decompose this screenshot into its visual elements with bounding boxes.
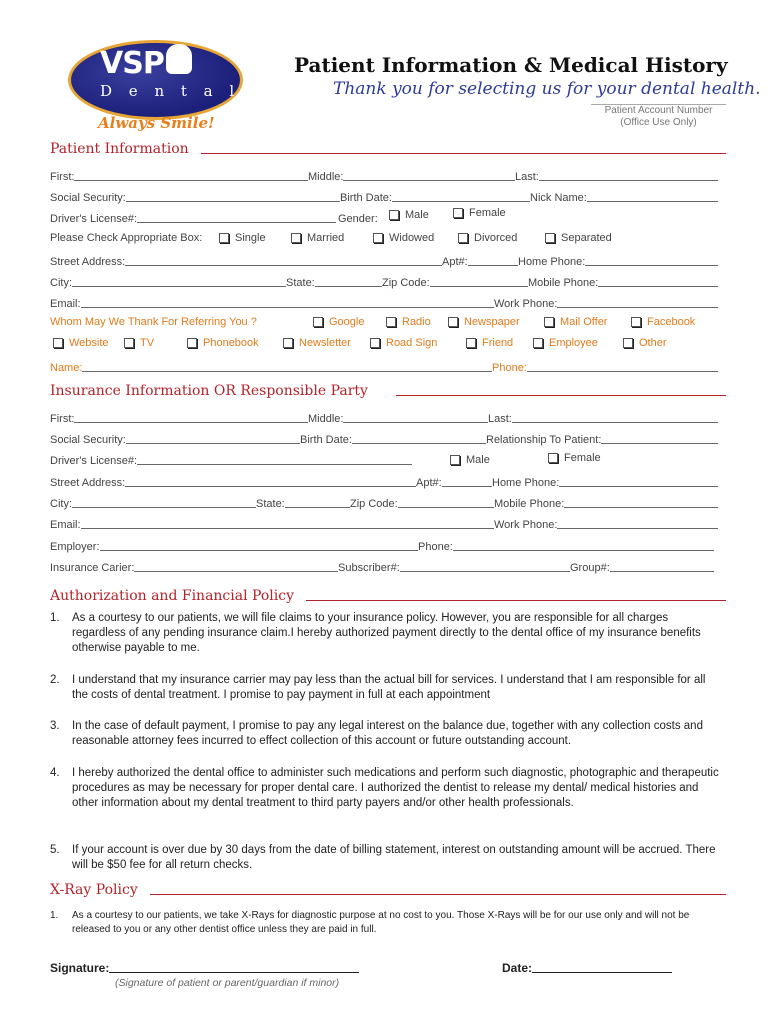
patient-section-heading	[50, 141, 726, 157]
insurance-address-row	[50, 473, 718, 489]
insurance-city-row	[50, 494, 718, 510]
last-name-field[interactable]: Last:	[515, 169, 718, 183]
patient-name-row	[50, 167, 718, 183]
ssn-field[interactable]: Social Security:	[50, 190, 340, 204]
policy-item: 4. I hereby authorized the dental office to administer such medications and perform such diagnostic, photographic and therapeutic procedures as may be necessary for proper dental care. I authorized the dentist to release my dental/ medical histories and other information about my dental treatment to third party payers and/or other health professionals.	[50, 767, 719, 809]
marital-married[interactable]: Married	[291, 232, 344, 244]
referral-google[interactable]: Google	[313, 316, 364, 328]
ins-middle-name-field[interactable]: Middle:	[308, 411, 488, 425]
section-rule	[201, 153, 726, 154]
subscriber-field[interactable]: Subscriber#:	[338, 560, 570, 574]
insurance-email-row	[50, 515, 718, 531]
section-rule	[306, 600, 726, 601]
referral-name-row	[50, 358, 718, 374]
insurance-license-row	[50, 451, 718, 467]
signature-field[interactable]	[50, 961, 359, 975]
birth-date-field[interactable]: Birth Date:	[340, 190, 530, 204]
tooth-icon	[166, 44, 192, 74]
ins-first-name-field[interactable]: First:	[50, 411, 308, 425]
first-name-field[interactable]: First:	[50, 169, 308, 183]
gender-female-option[interactable]: Female	[453, 207, 506, 219]
referral-tv[interactable]: TV	[124, 337, 154, 349]
account-label: Patient Account Number	[604, 105, 713, 116]
date-label: Date:	[502, 961, 533, 975]
employer-phone-field[interactable]: Phone:	[418, 539, 714, 553]
policy-item: 5. If your account is over due by 30 days from the date of billing statement, interest on outstanding amount will be accrued. There will be $50 fee for all return checks.	[50, 844, 716, 871]
logo-tagline: Always Smile!	[98, 114, 215, 132]
work-phone-field[interactable]: Work Phone:	[494, 296, 718, 310]
section-rule	[150, 894, 726, 895]
ins-drivers-license-field[interactable]: Driver's License#:	[50, 453, 412, 467]
referral-facebook[interactable]: Facebook	[631, 316, 695, 328]
policy-item: 1. As a courtesy to our patients, we will file claims to your insurance policy. However, you are responsible for all charges regardless of any pending insurance claim.I hereby authorized payment directly to the dental office of my insurance benefits otherwise payable to me.	[50, 612, 701, 654]
referrer-phone-field[interactable]: Phone:	[492, 360, 718, 374]
insurance-ssn-row	[50, 430, 718, 446]
city-field[interactable]: City:	[50, 275, 286, 289]
section-title: Patient Information	[50, 141, 189, 157]
xray-section-heading	[50, 882, 726, 898]
referral-label: Whom May We Thank For Referring You ?	[50, 316, 257, 328]
marital-single[interactable]: Single	[219, 232, 266, 244]
section-title: X-Ray Policy	[50, 882, 138, 898]
marital-status-label: Please Check Appropriate Box:	[50, 232, 203, 244]
ins-street-address-field[interactable]: Street Address:	[50, 475, 416, 489]
signature-label: Signature:	[50, 961, 110, 975]
marital-separated[interactable]: Separated	[545, 232, 612, 244]
referral-road-sign[interactable]: Road Sign	[370, 337, 437, 349]
patient-address-row	[50, 252, 718, 268]
checkbox[interactable]	[453, 208, 463, 218]
section-rule	[396, 395, 726, 396]
marital-widowed[interactable]: Widowed	[373, 232, 434, 244]
patient-account-number-field[interactable]	[591, 104, 726, 136]
referral-friend[interactable]: Friend	[466, 337, 513, 349]
patient-ssn-row	[50, 188, 718, 204]
xray-policy-item: 1. As a courtesy to our patients, we take X-Rays for diagnostic purpose at no cost to you. Those X-Rays will be for our use only and will not be released to you or any other dentist office unless they are paid in full.	[50, 910, 690, 935]
state-field[interactable]: State:	[286, 275, 382, 289]
ins-city-field[interactable]: City:	[50, 496, 256, 510]
referral-newsletter[interactable]: Newsletter	[283, 337, 351, 349]
ins-work-phone-field[interactable]: Work Phone:	[494, 517, 718, 531]
street-address-field[interactable]: Street Address:	[50, 254, 442, 268]
account-note: (Office Use Only)	[620, 117, 697, 128]
referral-employee[interactable]: Employee	[533, 337, 598, 349]
home-phone-field[interactable]: Home Phone:	[518, 254, 718, 268]
insurance-carrier-field[interactable]: Insurance Carier:	[50, 560, 338, 574]
checkbox[interactable]	[389, 210, 399, 220]
policy-item: 2. I understand that my insurance carrier may pay less than the actual bill for services. I understand that I am responsible for all the costs of dental treatment. I promise to pay payment in full at each appointment	[50, 674, 706, 701]
drivers-license-field[interactable]: Driver's License#:	[50, 211, 336, 225]
nick-name-field[interactable]: Nick Name:	[530, 190, 718, 204]
referral-other[interactable]: Other	[623, 337, 667, 349]
section-title: Authorization and Financial Policy	[50, 588, 295, 604]
gender-male-option[interactable]: Male	[389, 209, 429, 221]
authorization-section-heading	[50, 588, 726, 604]
gender-label: Gender:	[338, 213, 378, 225]
ins-state-field[interactable]: State:	[256, 496, 350, 510]
patient-email-row	[50, 294, 718, 310]
insurance-employer-row	[50, 537, 718, 553]
employer-field[interactable]: Employer:	[50, 539, 418, 553]
ins-birth-date-field[interactable]: Birth Date:	[300, 432, 486, 446]
ins-mobile-phone-field[interactable]: Mobile Phone:	[494, 496, 718, 510]
apt-field[interactable]: Apt#:	[442, 254, 518, 268]
insurance-section-heading	[50, 383, 726, 399]
ins-email-field[interactable]: Email:	[50, 517, 494, 531]
group-field[interactable]: Group#:	[570, 560, 714, 574]
ins-zip-code-field[interactable]: Zip Code:	[350, 496, 494, 510]
logo-brand: VSP	[100, 46, 164, 81]
ins-home-phone-field[interactable]: Home Phone:	[492, 475, 718, 489]
referral-radio[interactable]: Radio	[386, 316, 431, 328]
mobile-phone-field[interactable]: Mobile Phone:	[528, 275, 718, 289]
policy-item: 3. In the case of default payment, I promise to pay any legal interest on the balance due, together with any collection costs and reasonable attorney fees incurred to effect collection of this account or future outstanding account.	[50, 720, 703, 747]
vsp-dental-logo	[60, 30, 245, 132]
date-field[interactable]	[502, 961, 672, 975]
ins-ssn-field[interactable]: Social Security:	[50, 432, 300, 446]
referral-phonebook[interactable]: Phonebook	[187, 337, 259, 349]
email-field[interactable]: Email:	[50, 296, 494, 310]
ins-gender-male-option[interactable]: Male	[450, 454, 490, 466]
referral-newspaper[interactable]: Newspaper	[448, 316, 520, 328]
section-title: Insurance Information OR Responsible Party	[50, 383, 368, 399]
marital-divorced[interactable]: Divorced	[458, 232, 517, 244]
page-subtitle: Thank you for selecting us for your dental health.	[333, 79, 761, 99]
referral-mail-offer[interactable]: Mail Offer	[544, 316, 607, 328]
relationship-field[interactable]: Relationship To Patient:	[486, 432, 718, 446]
patient-license-row	[50, 209, 718, 225]
ins-gender-female-option[interactable]: Female	[548, 452, 601, 464]
middle-name-field[interactable]: Middle:	[308, 169, 515, 183]
referral-website[interactable]: Website	[53, 337, 109, 349]
page-title: Patient Information & Medical History	[294, 53, 728, 77]
signature-note: (Signature of patient or parent/guardian if minor)	[115, 977, 340, 989]
zip-code-field[interactable]: Zip Code:	[382, 275, 528, 289]
ins-apt-field[interactable]: Apt#:	[416, 475, 492, 489]
ins-last-name-field[interactable]: Last:	[488, 411, 718, 425]
insurance-name-row	[50, 409, 718, 425]
insurance-carrier-row	[50, 558, 718, 574]
referrer-name-field[interactable]: Name:	[50, 360, 492, 374]
logo-sub: D e n t a l	[100, 82, 241, 100]
patient-city-row	[50, 273, 718, 289]
